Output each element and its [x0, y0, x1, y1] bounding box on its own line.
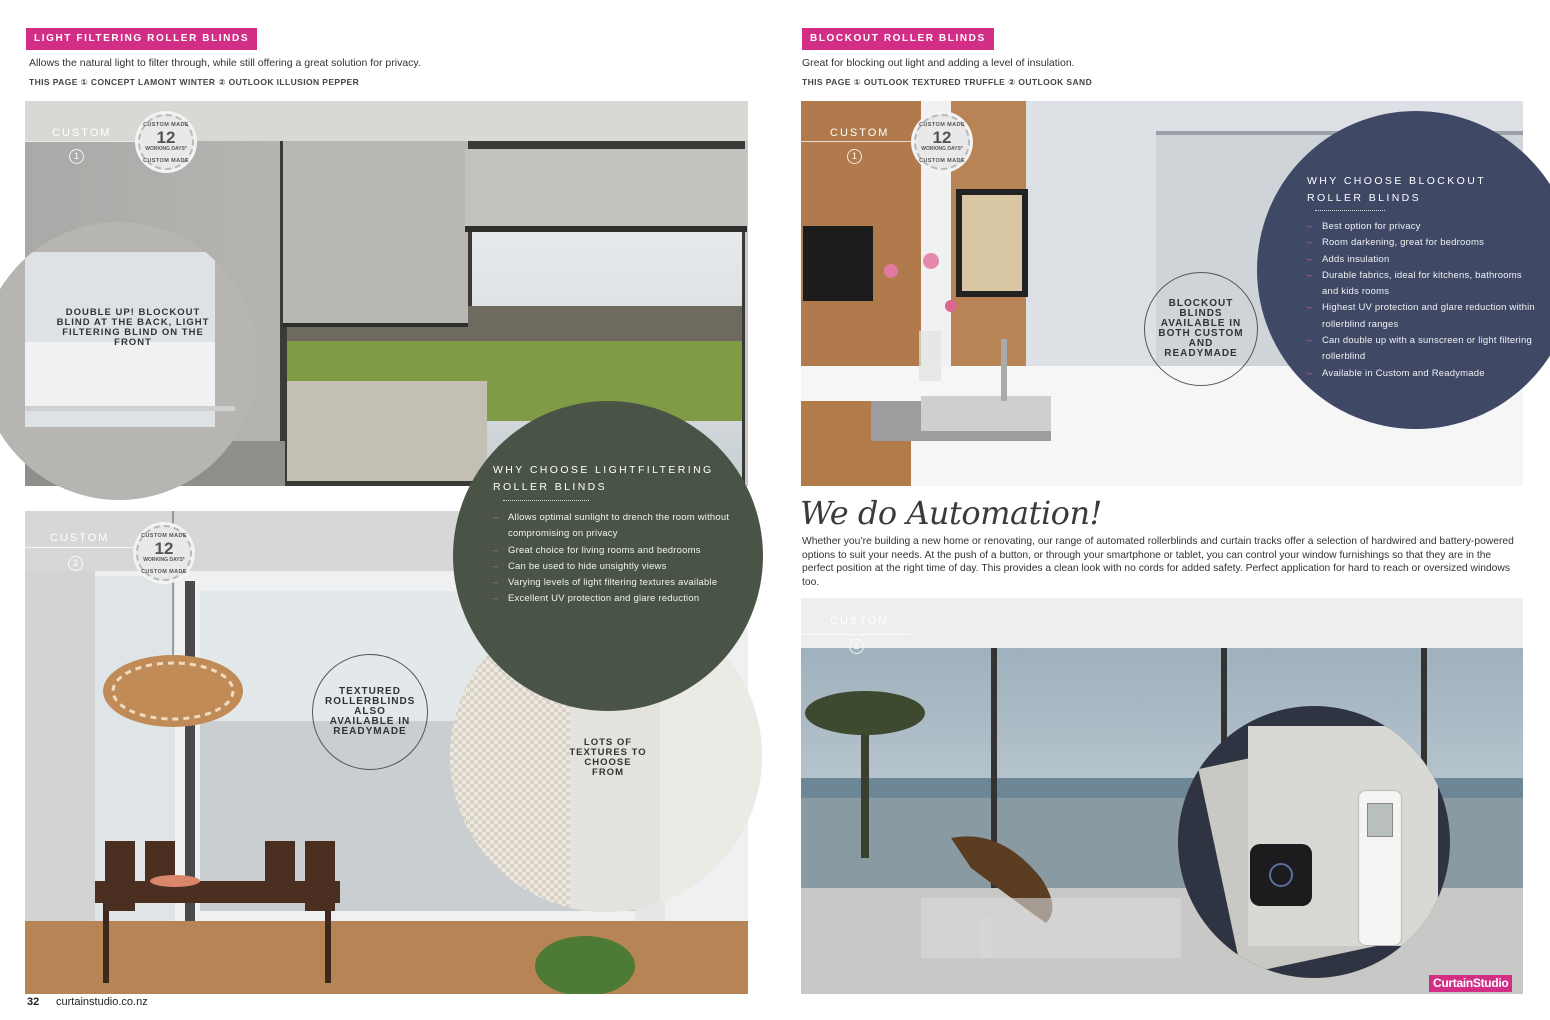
why-blockout-list — [1307, 219, 1539, 382]
list-item: – Room darkening, great for bedrooms — [1307, 235, 1539, 251]
custom-label: CUSTOM — [52, 127, 112, 139]
list-item: – Can double up with a sunscreen or light filtering rollerblind — [1307, 333, 1539, 366]
list-item: – Can be used to hide unsightly views — [493, 559, 733, 575]
12-day-badge — [136, 525, 192, 581]
title-dots — [1315, 210, 1385, 211]
photo-number: 1 — [69, 149, 84, 164]
double-up-text: DOUBLE UP! BLOCKOUT BLIND AT THE BACK, LIGHT FILTERING BLIND ON THE FRONT — [56, 307, 210, 348]
fabric-swatch — [1248, 726, 1438, 946]
why-blockout-title: WHY CHOOSE BLOCKOUT ROLLER BLINDS — [1307, 175, 1486, 204]
badge-sub: WORKING DAYS* — [921, 146, 963, 152]
curtainstudio-logo: CurtainStudio — [1429, 975, 1512, 992]
list-item: – Best option for privacy — [1307, 219, 1539, 235]
readymade-textured-circle — [312, 654, 428, 770]
readymade-textured-text: TEXTURED ROLLERBLINDS ALSO AVAILABLE IN READYMADE — [325, 686, 416, 737]
list-item: – Available in Custom and Readymade — [1307, 366, 1539, 382]
credit-blockout: THIS PAGE ① OUTLOOK TEXTURED TRUFFLE ② OUTLOOK SAND — [802, 77, 1093, 87]
inset-sheer-blind — [25, 342, 215, 407]
inset-bottom-rail — [25, 406, 235, 411]
why-lightfiltering-circle — [453, 401, 763, 711]
list-item: – Highest UV protection and glare reduction within rollerblind ranges — [1307, 300, 1539, 333]
custom-divider — [801, 634, 911, 635]
badge-top: CUSTOM MADE — [141, 533, 187, 539]
badge-sub: WORKING DAYS* — [143, 557, 185, 563]
credit-light-filtering: THIS PAGE ① CONCEPT LAMONT WINTER ② OUTLOOK ILLUSION PEPPER — [29, 77, 360, 87]
badge-top: CUSTOM MADE — [143, 122, 189, 128]
badge-number: 12 — [932, 128, 952, 147]
badge-bottom: CUSTOM MADE — [919, 158, 965, 164]
why-lightfiltering-title: WHY CHOOSE LIGHTFILTERING ROLLER BLINDS — [493, 464, 714, 493]
remote-control — [1358, 790, 1402, 946]
list-item: – Adds insulation — [1307, 252, 1539, 268]
custom-label: CUSTOM — [50, 532, 110, 544]
photo-number: 2 — [68, 556, 83, 571]
section-tag-light-filtering: LIGHT FILTERING ROLLER BLINDS — [26, 28, 257, 50]
list-item: – Durable fabrics, ideal for kitchens, bathrooms and kids rooms — [1307, 268, 1539, 301]
blockout-availability-circle — [1144, 272, 1258, 386]
custom-divider — [25, 141, 145, 142]
footer-url: curtainstudio.co.nz — [56, 996, 148, 1008]
automation-body: Whether you’re building a new home or renovating, our range of automated rollerblinds and curtain tracks offer a selection of hardwired and battery-powered options to suit your needs. At the push of a button, or through your smartphone or tablet, you can control your window furnishings so that they are in the perfect position at the right time of day. This provides a clean look with no cords for added safety. Perfect application for hard to reach or oversized windows too. — [802, 536, 1514, 588]
badge-bottom: CUSTOM MADE — [143, 158, 189, 164]
custom-divider — [801, 141, 921, 142]
badge-number: 12 — [156, 128, 176, 147]
list-item: – Excellent UV protection and glare reduction — [493, 591, 733, 607]
12-day-badge — [914, 114, 970, 170]
badge-bottom: CUSTOM MADE — [141, 569, 187, 575]
hub-ring-icon — [1269, 863, 1293, 887]
textures-text: LOTS OF TEXTURES TO CHOOSE FROM — [569, 737, 647, 778]
remote-screen — [1367, 803, 1393, 837]
intro-blockout: Great for blocking out light and adding a level of insulation. — [802, 57, 1075, 69]
12-day-badge — [138, 114, 194, 170]
automation-products-circle — [1178, 706, 1450, 978]
title-dots — [503, 500, 589, 501]
badge-sub: WORKING DAYS* — [145, 146, 187, 152]
page-number: 32 — [27, 996, 40, 1008]
list-item: – Great choice for living rooms and bedrooms — [493, 543, 733, 559]
custom-label: CUSTOM — [830, 127, 890, 139]
badge-number: 12 — [154, 539, 174, 558]
hub-device — [1250, 844, 1312, 906]
custom-divider — [25, 547, 145, 548]
photo-number: 2 — [849, 639, 864, 654]
photo-number: 1 — [847, 149, 862, 164]
intro-light-filtering: Allows the natural light to filter through, while still offering a great solution for privacy. — [29, 57, 421, 69]
list-item: – Varying levels of light filtering textures available — [493, 575, 733, 591]
automation-heading: We do Automation! — [800, 494, 1102, 532]
list-item: – Allows optimal sunlight to drench the room without compromising on privacy — [493, 510, 733, 543]
section-tag-blockout: BLOCKOUT ROLLER BLINDS — [802, 28, 994, 50]
blockout-availability-text: BLOCKOUT BLINDS AVAILABLE IN BOTH CUSTOM AND READYMADE — [1158, 298, 1244, 359]
why-lightfiltering-list — [493, 510, 733, 608]
custom-label: CUSTOM — [830, 615, 890, 627]
badge-top: CUSTOM MADE — [919, 122, 965, 128]
